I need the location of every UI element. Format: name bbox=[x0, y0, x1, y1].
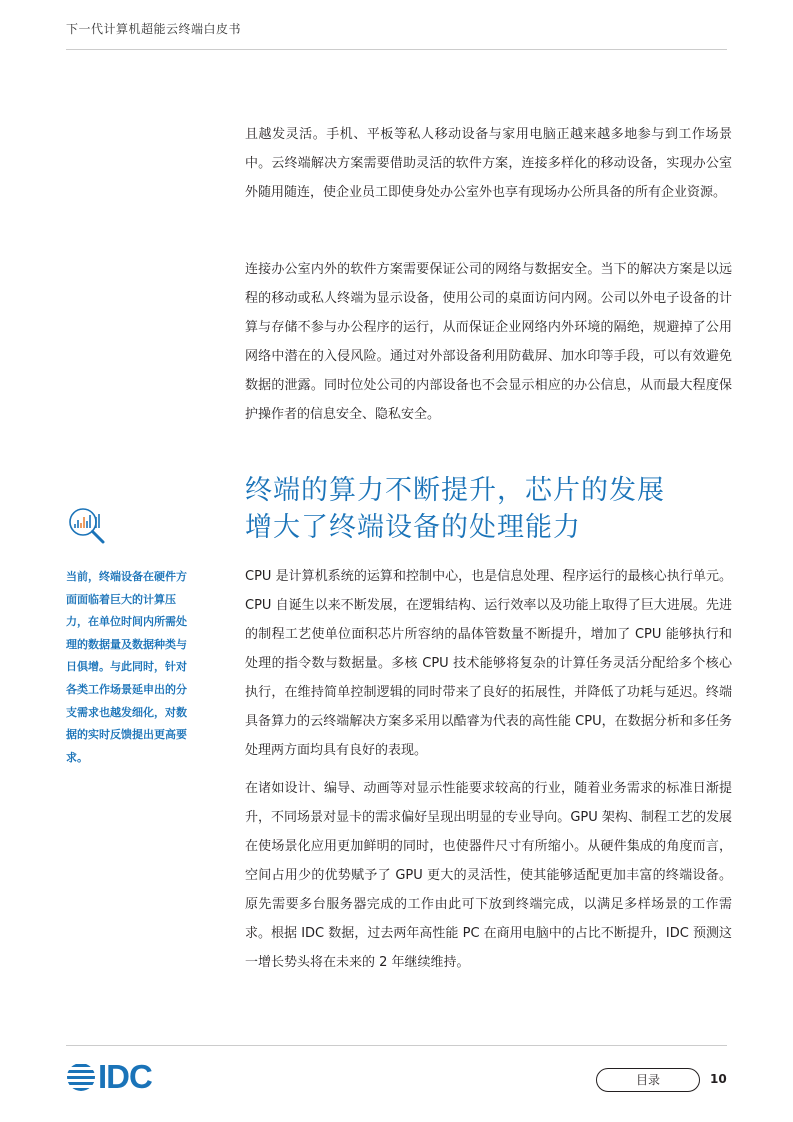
idc-logo bbox=[66, 1058, 152, 1095]
document-title: 下一代计算机超能云终端白皮书 bbox=[66, 22, 242, 36]
paragraph-cpu: CPU 是计算机系统的运算和控制中心，也是信息处理、程序运行的最核心执行单元。CPU 自诞生以来不断发展，在逻辑结构、运行效率以及功能上取得了巨大进展。先进的制程工艺使单位面积芯片所容纳的晶体管数量不断提升，增加了 CPU 能够执行和处理的指令数与数据量。多核 CPU 技术能够将复杂的计算任务灵活分配给多个核心执行，在维持简单控制逻辑的同时带来了良好的拓展性，并降低了功耗与延迟。终端具备算力的云终端解决方案多采用以酷睿为代表的高性能 CPU，在数据分析和多任务处理两方面均具有良好的表现。 bbox=[245, 569, 732, 758]
section-heading-line-1: 终端的算力不断提升，芯片的发展 bbox=[245, 475, 665, 506]
magnifier-chart-icon bbox=[66, 505, 108, 547]
section-heading bbox=[245, 472, 725, 546]
header-divider bbox=[66, 49, 727, 50]
paragraph-mobile-access: 且越发灵活。手机、平板等私人移动设备与家用电脑正越来越多地参与到工作场景中。云终端解决方案需要借助灵活的软件方案，连接多样化的移动设备，实现办公室外随用随连，使企业员工即使身处办公室外也享有现场办公所具备的所有企业资源。 bbox=[245, 127, 732, 200]
idc-logo-text: IDC bbox=[98, 1058, 152, 1095]
idc-logo-mark-icon bbox=[66, 1062, 96, 1092]
footer-divider bbox=[66, 1045, 727, 1046]
sidebar-callout: 当前，终端设备在硬件方面面临着巨大的计算压力，在单位时间内所需处理的数据量及数据种类与日俱增。与此同时，针对各类工作场景延申出的分支需求也越发细化，对数据的实时反馈提出更高要求。 bbox=[66, 570, 187, 764]
paragraph-network-security: 连接办公室内外的软件方案需要保证公司的网络与数据安全。当下的解决方案是以远程的移动或私人终端为显示设备，使用公司的桌面访问内网。公司以外电子设备的计算与存储不参与办公程序的运行，从而保证企业网络内外环境的隔绝，规避掉了公用网络中潜在的入侵风险。通过对外部设备利用防截屏、加水印等手段，可以有效避免数据的泄露。同时位处公司的内部设备也不会显示相应的办公信息，从而最大程度保护操作者的信息安全、隐私安全。 bbox=[245, 262, 732, 422]
page-number: 10 bbox=[710, 1072, 727, 1086]
table-of-contents-button[interactable]: 目录 bbox=[596, 1068, 700, 1092]
paragraph-gpu: 在诸如设计、编导、动画等对显示性能要求较高的行业，随着业务需求的标准日渐提升，不同场景对显卡的需求偏好呈现出明显的专业导向。GPU 架构、制程工艺的发展在使场景化应用更加鲜明的同时，也使器件尺寸有所缩小。从硬件集成的角度而言，空间占用少的优势赋予了 GPU 更大的灵活性，使其能够适配更加丰富的终端设备。 原先需要多台服务器完成的工作由此可下放到终端完成，以满足多样场景的工作需求。根据 IDC 数据，过去两年高性能 PC 在商用电脑中的占比不断提升，IDC 预测这一增长势头将在未来的 2 年继续维持。 bbox=[245, 781, 732, 970]
section-heading-line-2: 增大了终端设备的处理能力 bbox=[245, 512, 581, 543]
